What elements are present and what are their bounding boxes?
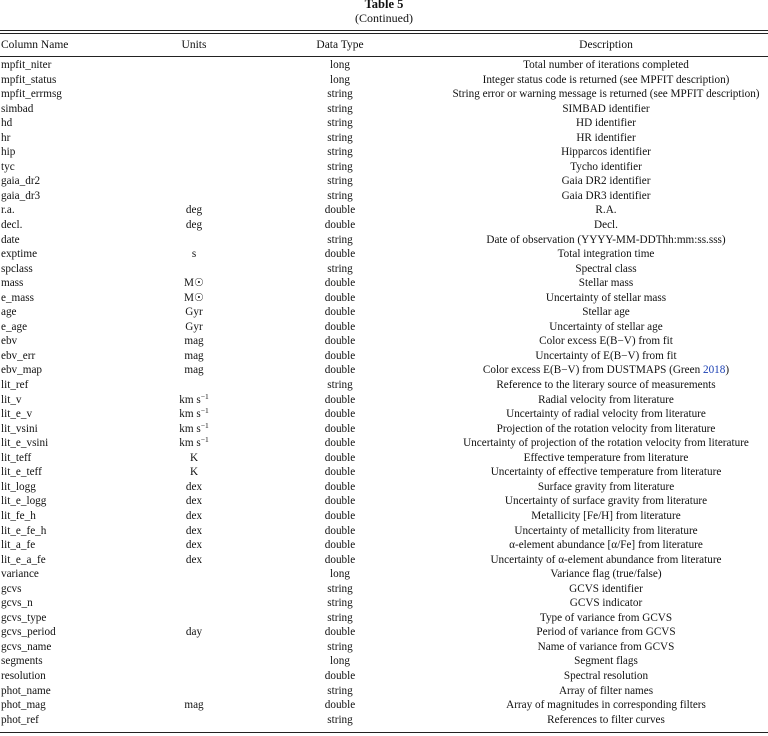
table-row: phot_ref string References to filter curves (1, 713, 665, 726)
table-row: ebv_map mag double Color excess E(B−V) from DUSTMAPS (Green 2018) (1, 364, 730, 377)
table-row: lit_a_fe dex double α-element abundance [α/Fe] from literature (1, 539, 703, 552)
cell-column-name: ebv (1, 335, 18, 348)
table-row: ebv_err mag double Uncertainty of E(B−V) from fit (1, 349, 677, 362)
table-row: r.a. deg double R.A. (1, 204, 617, 217)
table-row: phot_mag mag double Array of magnitudes in corresponding filters (1, 699, 706, 712)
cell-column-name: gcvs_type (1, 611, 47, 624)
table-row: mpfit_status long Integer status code is returned (see MPFIT description) (1, 73, 730, 86)
table-row: phot_name string Array of filter names (1, 684, 654, 697)
table-row: lit_e_a_fe dex double Uncertainty of α-element abundance from literature (1, 553, 722, 566)
cell-column-name: age (1, 306, 17, 319)
cell-column-name: mass (1, 277, 24, 290)
table-row: hr string HR identifier (1, 131, 636, 144)
table-subtitle: (Continued) (355, 11, 413, 25)
table-row: lit_e_fe_h dex double Uncertainty of metallicity from literature (1, 524, 698, 537)
table-row: gaia_dr3 string Gaia DR3 identifier (1, 189, 651, 202)
cell-column-name: lit_e_a_fe (1, 553, 46, 566)
cell-column-name: r.a. (1, 204, 15, 217)
table-body (0, 58, 768, 727)
table-row: gcvs_n string GCVS indicator (1, 597, 643, 610)
table-row: gcvs string GCVS identifier (1, 582, 643, 595)
cell-column-name: mpfit_niter (1, 59, 52, 71)
cell-column-name: gcvs_name (1, 640, 52, 653)
table-row: gcvs_name string Name of variance from GCVS (1, 640, 675, 653)
cell-column-name: resolution (1, 669, 46, 682)
table-row: lit_vsini km $s^{-1}$ double Projection of the rotation velocity from literature (1, 420, 716, 435)
table-row: simbad string SIMBAD identifier (1, 102, 650, 115)
table-row: mpfit_niter long Total number of iterations completed (1, 59, 689, 71)
cell-column-name: lit_a_fe (1, 539, 36, 552)
table-row: gaia_dr2 string Gaia DR2 identifier (1, 175, 651, 188)
table-row: hip string Hipparcos identifier (1, 146, 651, 159)
table-header-row: Column Name Units Data Type Description (1, 39, 633, 51)
table-row: segments long Segment flags (1, 655, 638, 668)
cell-column-name: gaia_dr3 (1, 189, 41, 202)
cell-column-name: e_mass (1, 291, 34, 304)
table-row: decl. deg double Decl. (1, 219, 618, 232)
bottom-rule (0, 732, 768, 733)
table-row: lit_fe_h dex double Metallicity [Fe/H] from literature (1, 509, 681, 522)
cell-column-name: phot_ref (1, 713, 39, 726)
table-row: lit_logg dex double Surface gravity from literature (1, 480, 675, 493)
table-row: e_age Gyr double Uncertainty of stellar age (1, 320, 663, 333)
cell-column-name: mpfit_status (1, 73, 57, 86)
cell-column-name: gcvs_n (1, 597, 33, 610)
cell-column-name: phot_name (1, 684, 51, 697)
cell-column-name: phot_mag (1, 699, 46, 712)
table-row: tyc string Tycho identifier (1, 160, 642, 173)
table-row: lit_e_logg dex double Uncertainty of surface gravity from literature (1, 495, 708, 508)
table-row: mpfit_errmsg string String error or warning message is returned (see MPFIT description) (1, 88, 760, 101)
table-row: lit_teff K double Effective temperature from literature (1, 451, 689, 464)
top-rule-2 (0, 33, 768, 34)
cell-column-name: exptime (1, 248, 38, 261)
cell-column-name: gcvs_period (1, 626, 56, 639)
table-row: lit_e_teff K double Uncertainty of effective temperature from literature (1, 466, 722, 479)
cell-column-name: lit_e_v (1, 408, 33, 421)
table-row: resolution double Spectral resolution (1, 669, 649, 682)
cell-column-name: simbad (1, 102, 34, 115)
cell-column-name: hip (1, 146, 16, 159)
cell-column-name: lit_v (1, 393, 22, 406)
table-row: gcvs_period day double Period of variance from GCVS (1, 626, 676, 639)
top-rule (0, 30, 768, 31)
cell-column-name: date (1, 233, 20, 246)
cell-column-name: mpfit_errmsg (1, 88, 62, 101)
header-column-name: Column Name (1, 39, 69, 51)
table-row: age Gyr double Stellar age (1, 306, 630, 319)
cell-column-name: variance (1, 568, 39, 581)
cell-column-name: ebv_map (1, 364, 43, 377)
table-row: date string Date of observation (YYYY-MM-DDThh:mm:ss.sss) (1, 233, 726, 246)
table-row: ebv mag double Color excess E(B−V) from fit (1, 335, 673, 348)
table-row: lit_v km $s^{-1}$ double Radial velocity from literature (1, 391, 674, 406)
cell-column-name: hd (1, 117, 13, 130)
table-row: lit_e_v km $s^{-1}$ double Uncertainty of radial velocity from literature (1, 406, 706, 421)
cell-column-name: lit_ref (1, 379, 29, 392)
table-row: e_mass M☉ double Uncertainty of stellar mass (1, 291, 667, 304)
table-row: lit_e_vsini km $s^{-1}$ double Uncertainty of projection of the rotation velocity from literature (1, 435, 749, 450)
table-title: Table 5 (364, 0, 404, 11)
cell-column-name: lit_e_logg (1, 495, 47, 508)
cell-column-name: tyc (1, 160, 15, 173)
header-rule (0, 56, 768, 57)
cell-column-name: gcvs (1, 582, 22, 595)
cell-column-name: spclass (1, 262, 33, 275)
cell-column-name: gaia_dr2 (1, 175, 41, 188)
cell-column-name: lit_e_fe_h (1, 524, 47, 537)
cell-column-name: lit_e_vsini (1, 437, 49, 450)
table-row: mass M☉ double Stellar mass (1, 277, 634, 290)
cell-column-name: lit_teff (1, 451, 32, 464)
table-row: spclass string Spectral class (1, 262, 637, 275)
cell-column-name: ebv_err (1, 349, 36, 362)
citation-link[interactable]: 2018 (702, 364, 726, 377)
cell-column-name: e_age (1, 320, 28, 333)
cell-column-name: lit_logg (1, 480, 36, 493)
cell-column-name: lit_e_teff (1, 466, 42, 479)
cell-column-name: decl. (1, 219, 23, 232)
cell-column-name: lit_fe_h (1, 509, 36, 522)
table-row: variance long Variance flag (true/false) (1, 568, 662, 581)
cell-column-name: segments (1, 655, 43, 668)
table-row: lit_ref string Reference to the literary source of measurements (1, 379, 716, 392)
table-row: exptime s double Total integration time (1, 248, 655, 261)
cell-column-name: hr (1, 131, 11, 144)
table-row: gcvs_type string Type of variance from GCVS (1, 611, 673, 624)
table-row: hd string HD identifier (1, 117, 636, 130)
cell-column-name: lit_vsini (1, 422, 38, 435)
